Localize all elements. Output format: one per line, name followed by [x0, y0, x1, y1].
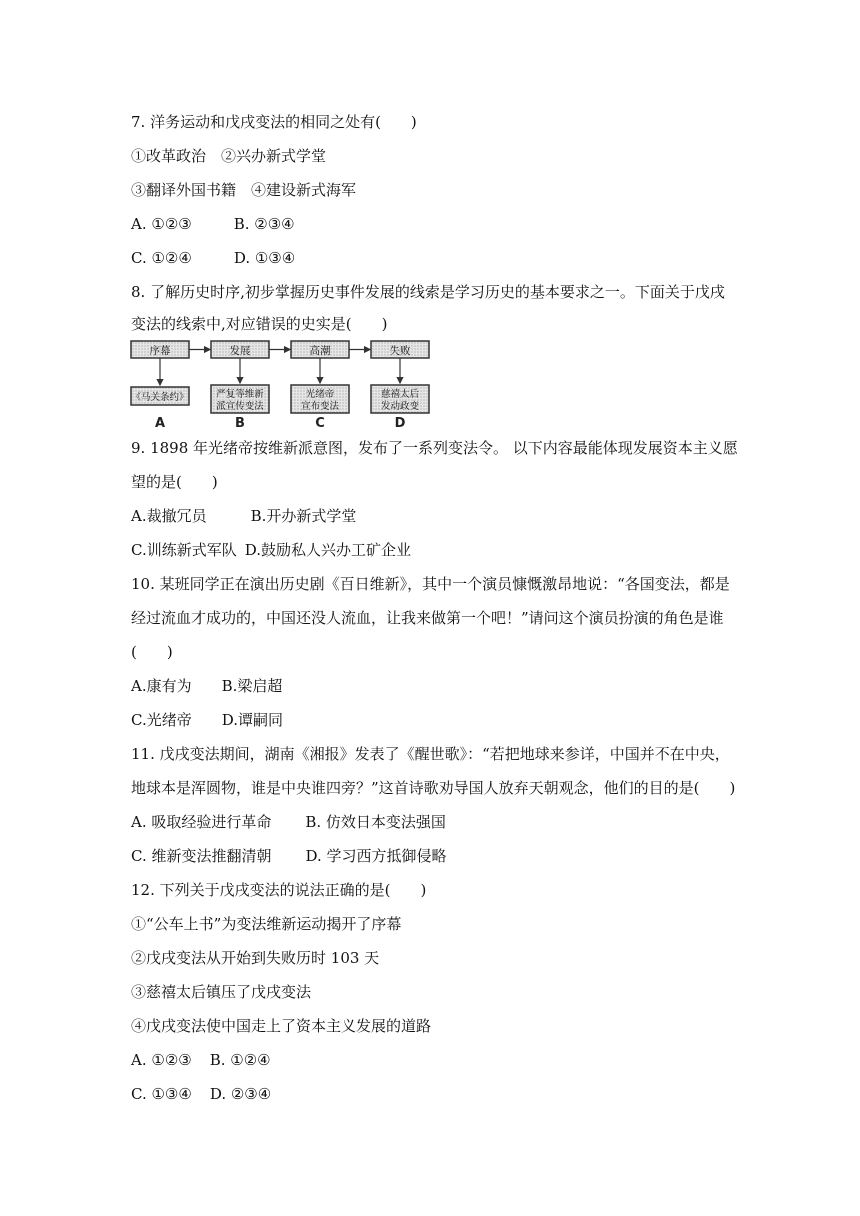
q11-options-row2	[131, 846, 447, 866]
q9-stem-line2: 望的是( )	[131, 473, 218, 491]
q8-stem-line2: 变法的线索中,对应错误的史实是( )	[131, 315, 388, 333]
q7-option-b: B. ②③④	[233, 215, 295, 233]
q11-stem-line2: 地球本是浑圆物，谁是中央谁四旁？”这首诗歌劝导国人放弃天朝观念，他们的目的是( )	[131, 779, 736, 797]
q10-option-c: C.光绪帝	[131, 711, 192, 729]
event-c-text-2: 宣布变法	[300, 401, 340, 412]
q12-stem: 12. 下列关于戊戌变法的说法正确的是( )	[131, 881, 427, 899]
event-box-c	[291, 385, 349, 413]
event-box-d	[371, 385, 429, 413]
stage-box-3	[291, 341, 349, 358]
event-box-b	[211, 385, 269, 413]
letter-b: B	[235, 416, 245, 429]
q12-item-1: ①“公车上书”为变法维新运动揭开了序幕	[131, 915, 402, 933]
q10-options-row1	[131, 676, 282, 696]
q7-items-line1: ①改革政治 ②兴办新式学堂	[131, 147, 327, 165]
stage-label-2: 发展	[229, 345, 251, 357]
q10-stem-line2: 经过流血才成功的，中国还没人流血，让我来做第一个吧！”请问这个演员扮演的角色是谁	[131, 609, 724, 627]
letter-c: C	[315, 416, 325, 429]
q9-options-row1	[131, 506, 356, 526]
q11-option-b: B. 仿效日本变法强国	[305, 813, 446, 831]
event-d-text-1: 慈禧太后	[380, 389, 420, 400]
q11-options-row1	[131, 812, 446, 832]
q7-option-d: D. ①③④	[233, 249, 296, 267]
letter-d: D	[394, 416, 406, 429]
event-b-text-1: 严复等维新	[216, 389, 264, 400]
event-d-text-2: 发动政变	[380, 401, 420, 412]
event-b-text-2: 派宣传变法	[216, 401, 264, 412]
q11-stem-line1: 11. 戊戌变法期间，湖南《湘报》发表了《醒世歌》：“若把地球来参详，中国并不在中央，	[131, 745, 730, 763]
q11-option-c: C. 维新变法推翻清朝	[131, 847, 272, 865]
q8-timeline-diagram	[129, 339, 434, 429]
q12-item-2: ②戊戌变法从开始到失败历时 103 天	[131, 949, 380, 967]
stage-box-1	[131, 341, 189, 358]
stage-box-2	[211, 341, 269, 358]
q12-option-b: B. ①②④	[209, 1051, 271, 1069]
q12-item-3: ③慈禧太后镇压了戊戌变法	[131, 983, 312, 1001]
q7-options-row2	[131, 248, 295, 268]
stage-box-4	[371, 341, 429, 358]
q12-options-row1	[131, 1050, 271, 1070]
q9-option-d: D.鼓励私人兴办工矿企业	[244, 541, 411, 559]
q10-option-a: A.康有为	[131, 677, 192, 695]
q9-option-a: A.裁撤冗员	[131, 507, 207, 525]
q9-option-c: C.训练新式军队	[131, 541, 237, 559]
q9-option-b: B.开办新式学堂	[250, 507, 357, 525]
q10-stem-line3: ( )	[131, 643, 173, 661]
q12-option-a: A. ①②③	[131, 1051, 192, 1069]
q12-option-d: D. ②③④	[209, 1085, 272, 1103]
q12-options-row2	[131, 1084, 271, 1104]
event-a-text: 《马关条约》	[131, 392, 189, 403]
q7-option-a: A. ①②③	[131, 215, 192, 233]
q10-stem-line1: 10. 某班同学正在演出历史剧《百日维新》，其中一个演员慷慨激昂地说：“各国变法，都是	[131, 575, 730, 593]
q12-option-c: C. ①③④	[131, 1085, 192, 1103]
q11-option-a: A. 吸取经验进行革命	[131, 813, 272, 831]
stage-label-1: 序幕	[149, 345, 171, 357]
q12-item-4: ④戊戌变法使中国走上了资本主义发展的道路	[131, 1017, 432, 1035]
stage-label-3: 高潮	[309, 345, 331, 357]
q10-option-b: B.梁启超	[221, 677, 283, 695]
q9-stem-line1: 9. 1898 年光绪帝按维新派意图，发布了一系列变法令。 以下内容最能体现发展资本主义愿	[131, 439, 738, 457]
q7-options-row1	[131, 214, 295, 234]
stage-label-4: 失败	[389, 345, 411, 357]
q10-options-row2	[131, 710, 283, 730]
event-c-text-1: 光绪帝	[305, 389, 335, 400]
q11-option-d: D. 学习西方抵御侵略	[305, 847, 447, 865]
letter-a: A	[154, 416, 166, 429]
q7-items-line2: ③翻译外国书籍 ④建设新式海军	[131, 181, 357, 199]
q10-option-d: D.谭嗣同	[221, 711, 283, 729]
q7-option-c: C. ①②④	[131, 249, 192, 267]
q7-stem: 7. 洋务运动和戊戌变法的相同之处有( )	[131, 113, 417, 131]
event-box-a	[131, 387, 189, 405]
q9-options-row2	[131, 540, 411, 560]
q8-stem-line1: 8. 了解历史时序,初步掌握历史事件发展的线索是学习历史的基本要求之一。下面关于戊戌	[131, 283, 725, 301]
